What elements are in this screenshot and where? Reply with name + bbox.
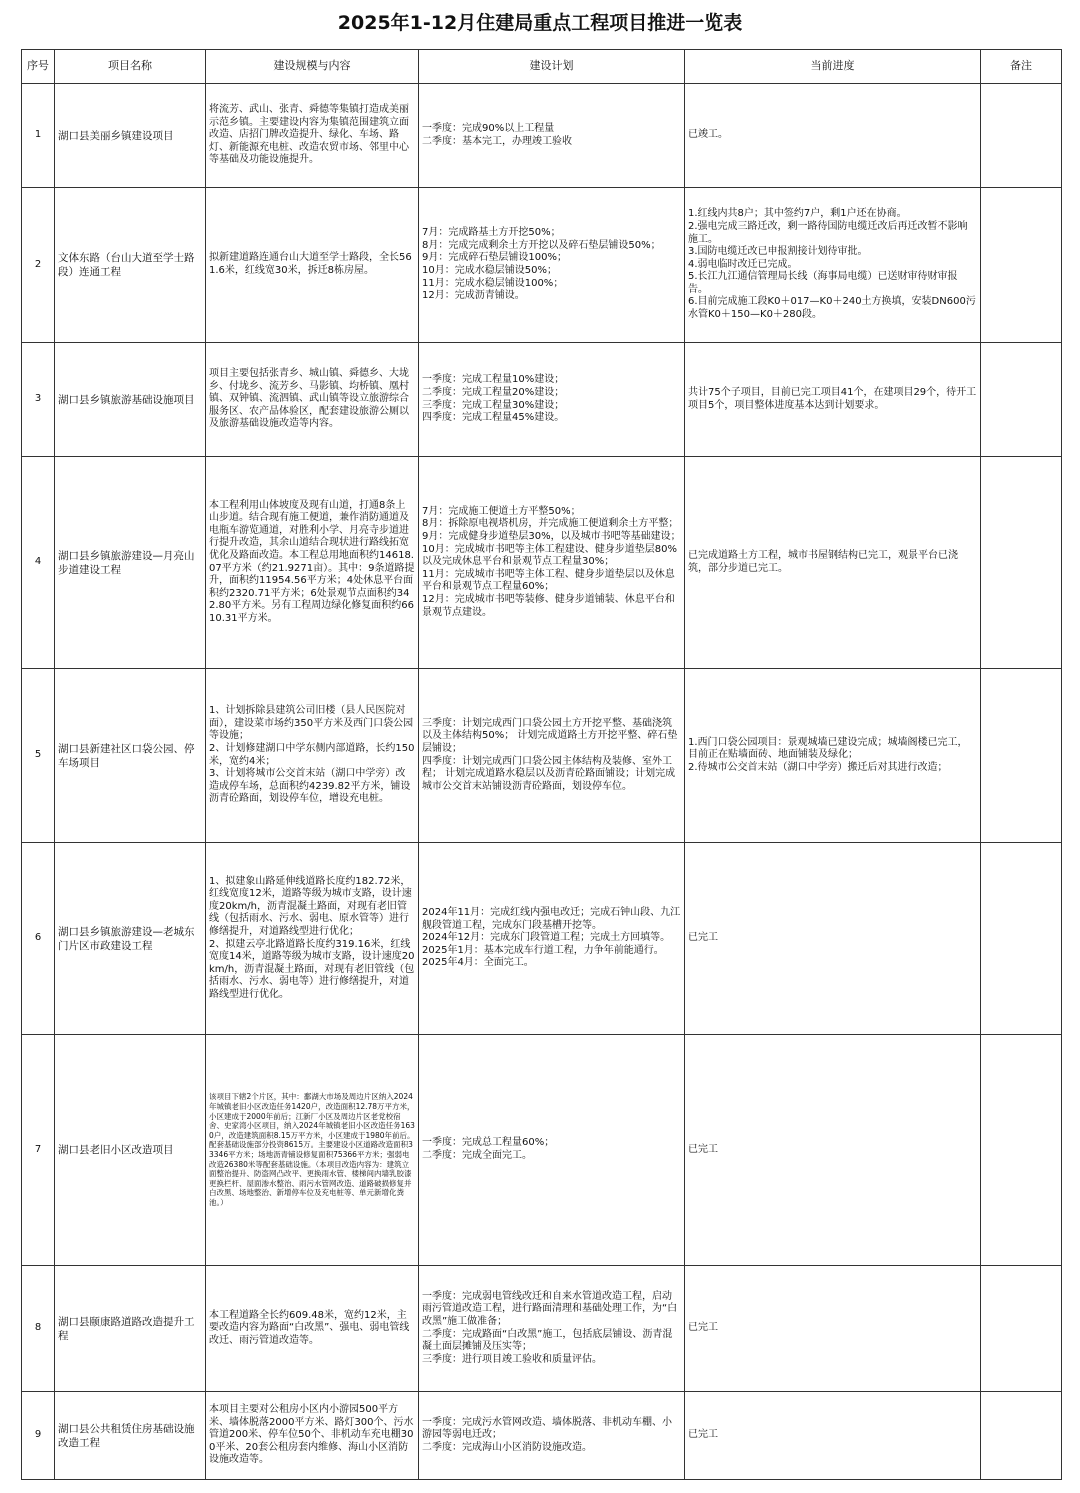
cell-scale: 1、拟建象山路延伸线道路长度约182.72米，红线宽度12米，道路等级为城市支路，设计速度20km/h，沥青混凝土路面，对现有老旧管线（包括雨水、污水、弱电、原水管等）进行修缮提升，对道路线型进行优化； 2、拟建云亭北路道路长度约319.16米，红线宽度14米，道路等级为城市支路，设计速度20km/h，沥青混凝土路面，对现有老旧管线（包括雨水、污水、弱电等）进行修缮提升，对道路线型进行优化。 bbox=[206, 843, 419, 1035]
cell-scale: 本工程利用山体坡度及现有山道，打通8条上山步道。结合现有施工便道，兼作消防通道及电瓶车游览通道，对胜利小学、月亮寺步道进行提升改造，其余山道结合现状进行路线拓宽优化及路面改造。本工程总用地面积约14618.07平方米（约21.9271亩）。其中：9条道路提升，面积约11954.56平方米；4处休息平台面积约2320.71平方米；6处景观节点面积约342.80平方米。另有工程周边绿化修复面积约6610.31平方米。 bbox=[206, 457, 419, 669]
cell-progress: 已完工 bbox=[685, 1266, 981, 1392]
cell-project-name: 湖口县老旧小区改造项目 bbox=[55, 1035, 206, 1266]
cell-serial: 7 bbox=[22, 1035, 55, 1266]
cell-project-name: 湖口县颐康路道路改造提升工程 bbox=[55, 1266, 206, 1392]
cell-serial: 2 bbox=[22, 188, 55, 343]
cell-project-name: 湖口县乡镇旅游基础设施项目 bbox=[55, 343, 206, 457]
cell-plan: 一季度：完成总工程量60%； 二季度：完成全面完工。 bbox=[419, 1035, 685, 1266]
project-table bbox=[21, 49, 1062, 1480]
cell-progress: 已完成道路土方工程，城市书屋钢结构已完工，观景平台已浇筑，部分步道已完工。 bbox=[685, 457, 981, 669]
cell-remark bbox=[981, 843, 1062, 1035]
cell-project-name: 湖口县新建社区口袋公园、停车场项目 bbox=[55, 669, 206, 843]
table-header-row bbox=[22, 50, 1062, 84]
cell-project-name: 湖口县美丽乡镇建设项目 bbox=[55, 84, 206, 188]
cell-remark bbox=[981, 669, 1062, 843]
cell-plan: 一季度：完成90%以上工程量 二季度：基本完工，办理竣工验收 bbox=[419, 84, 685, 188]
table-row bbox=[22, 457, 1062, 669]
table-row bbox=[22, 84, 1062, 188]
cell-remark bbox=[981, 457, 1062, 669]
cell-plan: 7月：完成施工便道土方平整50%； 8月：拆除原电视塔机房，并完成施工便道剩余土方平整； 9月：完成健身步道垫层30%，以及城市书吧等基础建设； 10月：完成城市书吧等主体工程建设、健身步道垫层80%以及完成休息平台和景观节点工程量30%； 11月：完成城市书吧等主体工程、健身步道垫层以及休息平台和景观节点工程量60%； 12月：完成城市书吧等装修、健身步道铺装、休息平台和景观节点建设。 bbox=[419, 457, 685, 669]
cell-remark bbox=[981, 84, 1062, 188]
table-row bbox=[22, 1392, 1062, 1480]
cell-progress: 1.红线内共8户；其中签约7户，剩1户还在协商。 2.强电完成三路迁改，剩一路待国防电缆迁改后再迁改暂不影响施工。 3.国防电缆迁改已申报割接计划待审批。 4.弱电临时改迁已完成。 5.长江九江通信管理局长线（海事局电缆）已送财审待财审报告。 6.目前完成施工段K0＋017—K0＋240土方换填，安装DN600污水管K0＋150—K0＋280段。 bbox=[685, 188, 981, 343]
cell-scale: 拟新建道路连通台山大道至学士路段，全长561.6米，红线宽30米，拆迁8栋房屋。 bbox=[206, 188, 419, 343]
cell-serial: 4 bbox=[22, 457, 55, 669]
cell-scale: 本项目主要对公租房小区内小游园500平方米、墙体脱落2000平方米、路灯300个、污水管道200米、停车位50个、非机动车充电棚300平米、20套公租房套内维修、海山小区消防设施改造等。 bbox=[206, 1392, 419, 1480]
cell-project-name: 湖口县乡镇旅游建设—老城东门片区市政建设工程 bbox=[55, 843, 206, 1035]
table-row bbox=[22, 188, 1062, 343]
header-progress: 当前进度 bbox=[685, 50, 981, 84]
header-remark: 备注 bbox=[981, 50, 1062, 84]
cell-remark bbox=[981, 343, 1062, 457]
cell-scale: 将流芳、武山、张青、舜德等集镇打造成美丽示范乡镇。主要建设内容为集镇范围建筑立面改造、店招门牌改造提升、绿化、车场、路灯、新能源充电桩、改造农贸市场、邻里中心等基础及功能设施提升。 bbox=[206, 84, 419, 188]
cell-plan: 7月：完成路基土方开挖50%； 8月：完成完成剩余土方开挖以及碎石垫层铺设50%； 9月：完成碎石垫层铺设100%； 10月：完成水稳层铺设50%； 11月：完成水稳层铺设100%； 12月：完成沥青铺设。 bbox=[419, 188, 685, 343]
cell-scale: 1、计划拆除县建筑公司旧楼（县人民医院对面），建设菜市场约350平方米及西门口袋公园等设施； 2、计划修建湖口中学东侧内部道路，长约150米，宽约4米； 3、计划将城市公交首末站（湖口中学旁）改造成停车场，总面积约4239.82平方米，铺设沥青砼路面，划设停车位，增设充电桩。 bbox=[206, 669, 419, 843]
cell-serial: 6 bbox=[22, 843, 55, 1035]
cell-scale: 项目主要包括张青乡、城山镇、舜德乡、大垅乡、付垅乡、流芳乡、马影镇、均桥镇、凰村镇、双钟镇、流泗镇、武山镇等设立旅游综合服务区、农产品体验区，配套建设旅游公厕以及旅游基础设施改造等内容。 bbox=[206, 343, 419, 457]
table-row bbox=[22, 669, 1062, 843]
page-title: 2025年1-12月住建局重点工程项目推进一览表 bbox=[337, 12, 743, 34]
header-serial: 序号 bbox=[22, 50, 55, 84]
cell-scale: 该项目下辖2个片区，其中：鄱湖大市场及周边片区纳入2024年城镇老旧小区改造任务1420户，改造面积12.78万平方米，小区建成于2000年前后；江新厂小区及周边片区老党校宿舍、史家湾小区项目，纳入2024年城镇老旧小区改造任务1630户，改造建筑面积8.15万平方米，小区建成于1980年前后。配套基础设施部分投资8615万。主要建设小区道路改造面积33346平方米；场地沥青铺设修复面积75366平方米；强弱电改造26380米等配套基础设施。（本项目改造内容为：建筑立面整治提升、防盗网凸改平、更换雨水管、楼梯间内墙乳胶漆更换栏杆、屋面渗水整治、雨污水管网改造、道路破损修复并白改黑、场地整治、新增停车位及充电桩等、单元新增化粪池。） bbox=[206, 1035, 419, 1266]
table-row bbox=[22, 343, 1062, 457]
cell-serial: 5 bbox=[22, 669, 55, 843]
cell-project-name: 湖口县公共租赁住房基础设施改造工程 bbox=[55, 1392, 206, 1480]
cell-project-name: 湖口县乡镇旅游建设—月亮山步道建设工程 bbox=[55, 457, 206, 669]
header-plan: 建设计划 bbox=[419, 50, 685, 84]
header-scale: 建设规模与内容 bbox=[206, 50, 419, 84]
cell-serial: 8 bbox=[22, 1266, 55, 1392]
cell-plan: 一季度：完成污水管网改造、墙体脱落、非机动车棚、小游园等弱电迁改； 二季度：完成海山小区消防设施改造。 bbox=[419, 1392, 685, 1480]
header-project-name: 项目名称 bbox=[55, 50, 206, 84]
cell-serial: 3 bbox=[22, 343, 55, 457]
cell-project-name: 文体东路（台山大道至学士路段）连通工程 bbox=[55, 188, 206, 343]
cell-progress: 已完工 bbox=[685, 1035, 981, 1266]
cell-remark bbox=[981, 1266, 1062, 1392]
cell-plan: 一季度：完成工程量10%建设； 二季度：完成工程量20%建设； 三季度：完成工程量30%建设； 四季度：完成工程量45%建设。 bbox=[419, 343, 685, 457]
cell-scale: 本工程道路全长约609.48米，宽约12米，主要改造内容为路面“白改黑”、强电、弱电管线改迁、雨污管道改造等。 bbox=[206, 1266, 419, 1392]
cell-progress: 1.西门口袋公园项目：景观城墙已建设完成；城墙阁楼已完工，目前正在贴墙面砖、地面铺装及绿化； 2.待城市公交首末站（湖口中学旁）搬迁后对其进行改造； bbox=[685, 669, 981, 843]
table-row bbox=[22, 843, 1062, 1035]
cell-progress: 已完工 bbox=[685, 1392, 981, 1480]
table-row bbox=[22, 1266, 1062, 1392]
cell-remark bbox=[981, 188, 1062, 343]
cell-remark bbox=[981, 1035, 1062, 1266]
table-row bbox=[22, 1035, 1062, 1266]
cell-serial: 9 bbox=[22, 1392, 55, 1480]
cell-plan: 2024年11月：完成红线内强电改迁；完成石钟山段、九江舰段管道工程，完成东门段基槽开挖等。 2024年12月：完成东门段管道工程；完成土方回填等。 2025年1月：基本完成车行道工程，力争年前能通行。 2025年4月：全面完工。 bbox=[419, 843, 685, 1035]
cell-remark bbox=[981, 1392, 1062, 1480]
cell-progress: 已完工 bbox=[685, 843, 981, 1035]
cell-progress: 已竣工。 bbox=[685, 84, 981, 188]
cell-plan: 三季度：计划完成西门口袋公园土方开挖平整、基础浇筑以及主体结构50%； 计划完成道路土方开挖平整、碎石垫层铺设； 四季度：计划完成西门口袋公园主体结构及装修、室外工程； 计划完成道路水稳层以及沥青砼路面铺设；计划完成城市公交首末站铺设沥青砼路面，划设停车位。 bbox=[419, 669, 685, 843]
cell-plan: 一季度：完成弱电管线改迁和自来水管道改造工程，启动雨污管道改造工程，进行路面清理和基础处理工作，为“白改黑”施工做准备； 二季度：完成路面“白改黑”施工，包括底层铺设、沥青混凝土面层摊铺及压实等； 三季度：进行项目竣工验收和质量评估。 bbox=[419, 1266, 685, 1392]
cell-serial: 1 bbox=[22, 84, 55, 188]
cell-progress: 共计75个子项目，目前已完工项目41个，在建项目29个，待开工项目5个，项目整体进度基本达到计划要求。 bbox=[685, 343, 981, 457]
